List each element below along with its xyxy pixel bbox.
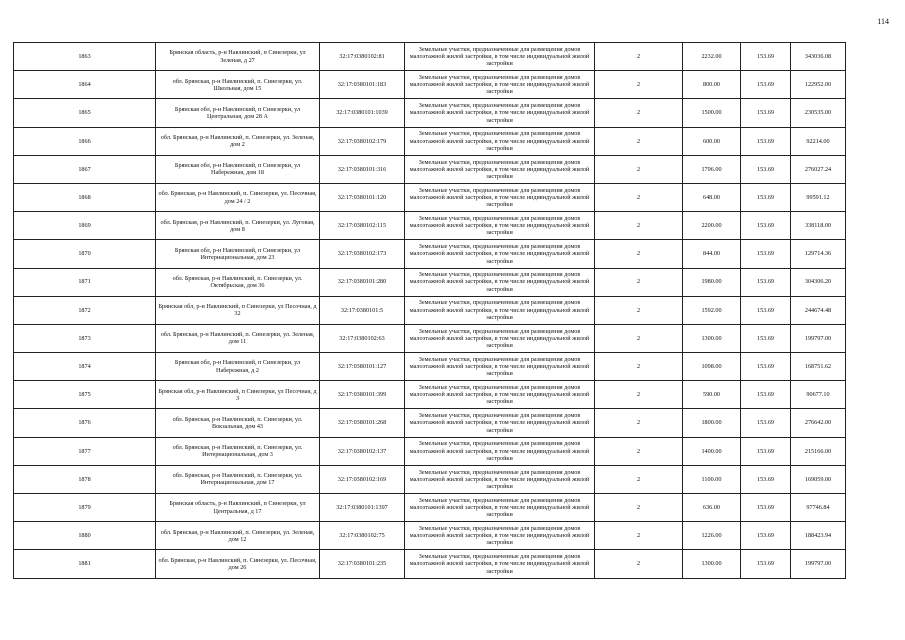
area-cell: 1300.00 xyxy=(683,324,741,352)
land-category-cell: Земельные участки, предназначенные для размещения домов малоэтажной жилой застройки, в том числе индивидуальной жилой застройки xyxy=(405,465,595,493)
rate-cell: 153.69 xyxy=(741,240,791,268)
row-number-cell: 1881 xyxy=(14,550,156,578)
group-cell: 2 xyxy=(595,99,683,127)
cadastral-number-cell: 32:17:0380101:120 xyxy=(320,183,405,211)
cadastral-value-cell: 99591.12 xyxy=(791,183,846,211)
area-cell: 2232.00 xyxy=(683,43,741,71)
table-row xyxy=(14,465,846,493)
land-category-cell: Земельные участки, предназначенные для размещения домов малоэтажной жилой застройки, в том числе индивидуальной жилой застройки xyxy=(405,43,595,71)
cadastral-value-cell: 230535.00 xyxy=(791,99,846,127)
cadastral-value-cell: 244674.48 xyxy=(791,296,846,324)
table-row xyxy=(14,324,846,352)
cadastral-number-cell: 32:17:0380101:399 xyxy=(320,381,405,409)
table-row xyxy=(14,437,846,465)
land-category-cell: Земельные участки, предназначенные для размещения домов малоэтажной жилой застройки, в том числе индивидуальной жилой застройки xyxy=(405,409,595,437)
row-number-cell: 1873 xyxy=(14,324,156,352)
group-cell: 2 xyxy=(595,43,683,71)
group-cell: 2 xyxy=(595,522,683,550)
table-row xyxy=(14,99,846,127)
address-cell: Брянская обл, р-н Навлинский, п Синезерки, ул Набережная, дом 18 xyxy=(156,155,320,183)
group-cell: 2 xyxy=(595,381,683,409)
area-cell: 590.00 xyxy=(683,381,741,409)
land-category-cell: Земельные участки, предназначенные для размещения домов малоэтажной жилой застройки, в том числе индивидуальной жилой застройки xyxy=(405,437,595,465)
group-cell: 2 xyxy=(595,296,683,324)
land-category-cell: Земельные участки, предназначенные для размещения домов малоэтажной жилой застройки, в том числе индивидуальной жилой застройки xyxy=(405,71,595,99)
group-cell: 2 xyxy=(595,212,683,240)
rate-cell: 153.69 xyxy=(741,212,791,240)
group-cell: 2 xyxy=(595,183,683,211)
area-cell: 1592.00 xyxy=(683,296,741,324)
land-category-cell: Земельные участки, предназначенные для размещения домов малоэтажной жилой застройки, в том числе индивидуальной жилой застройки xyxy=(405,494,595,522)
group-cell: 2 xyxy=(595,353,683,381)
cadastral-number-cell: 32:17:0380102:115 xyxy=(320,212,405,240)
table-row xyxy=(14,183,846,211)
cadastral-number-cell: 32:17:0380101:1397 xyxy=(320,494,405,522)
address-cell: Брянская область, р-н Навлинский, п Синезерки, ул Центральная, д 17 xyxy=(156,494,320,522)
table-row xyxy=(14,296,846,324)
address-cell: обл. Брянская, р-н Навлинский, п. Синезерки, ул. Зеленая, дом 12 xyxy=(156,522,320,550)
rate-cell: 153.69 xyxy=(741,494,791,522)
area-cell: 800.00 xyxy=(683,71,741,99)
table-row xyxy=(14,268,846,296)
cadastral-number-cell: 32:17:0380102:169 xyxy=(320,465,405,493)
rate-cell: 153.69 xyxy=(741,522,791,550)
area-cell: 2200.00 xyxy=(683,212,741,240)
cadastral-number-cell: 32:17:0380102:173 xyxy=(320,240,405,268)
rate-cell: 153.69 xyxy=(741,71,791,99)
cadastral-number-cell: 32:17:0380101:127 xyxy=(320,353,405,381)
cadastral-number-cell: 32:17:0380101:280 xyxy=(320,268,405,296)
cadastral-number-cell: 32:17:0380101:5 xyxy=(320,296,405,324)
cadastral-value-cell: 97746.84 xyxy=(791,494,846,522)
cadastral-number-cell: 32:17:0380102:75 xyxy=(320,522,405,550)
land-category-cell: Земельные участки, предназначенные для размещения домов малоэтажной жилой застройки, в том числе индивидуальной жилой застройки xyxy=(405,296,595,324)
land-category-cell: Земельные участки, предназначенные для размещения домов малоэтажной жилой застройки, в том числе индивидуальной жилой застройки xyxy=(405,127,595,155)
row-number-cell: 1879 xyxy=(14,494,156,522)
row-number-cell: 1869 xyxy=(14,212,156,240)
address-cell: обл. Брянская, р-н Навлинский, п. Синезерки, ул. Песочная, дом 24 / 2 xyxy=(156,183,320,211)
rate-cell: 153.69 xyxy=(741,437,791,465)
table-row xyxy=(14,240,846,268)
area-cell: 1300.00 xyxy=(683,550,741,578)
row-number-cell: 1875 xyxy=(14,381,156,409)
cadastral-value-cell: 338118.00 xyxy=(791,212,846,240)
cadastral-value-cell: 90677.10 xyxy=(791,381,846,409)
table-body xyxy=(14,43,846,579)
rate-cell: 153.69 xyxy=(741,353,791,381)
land-category-cell: Земельные участки, предназначенные для размещения домов малоэтажной жилой застройки, в том числе индивидуальной жилой застройки xyxy=(405,212,595,240)
address-cell: обл. Брянская, р-н Навлинский, п. Синезерки, ул. Школьная, дом 15 xyxy=(156,71,320,99)
address-cell: обл. Брянская, р-н Навлинский, п. Синезерки, ул. Зеленая, дом 2 xyxy=(156,127,320,155)
cadastral-number-cell: 32:17:0380102:81 xyxy=(320,43,405,71)
group-cell: 2 xyxy=(595,437,683,465)
table-row xyxy=(14,494,846,522)
rate-cell: 153.69 xyxy=(741,183,791,211)
land-category-cell: Земельные участки, предназначенные для размещения домов малоэтажной жилой застройки, в том числе индивидуальной жилой застройки xyxy=(405,183,595,211)
row-number-cell: 1865 xyxy=(14,99,156,127)
group-cell: 2 xyxy=(595,465,683,493)
cadastral-value-cell: 168751.62 xyxy=(791,353,846,381)
group-cell: 2 xyxy=(595,240,683,268)
area-cell: 1100.00 xyxy=(683,465,741,493)
address-cell: Брянская обл, р-н Навлинский, п Синезерки, ул Центральная, дом 28 А xyxy=(156,99,320,127)
cadastral-number-cell: 32:17:0380102:179 xyxy=(320,127,405,155)
cadastral-value-cell: 122952.00 xyxy=(791,71,846,99)
row-number-cell: 1876 xyxy=(14,409,156,437)
rate-cell: 153.69 xyxy=(741,127,791,155)
page-number: 114 xyxy=(877,17,889,26)
cadastral-number-cell: 32:17:0380101:235 xyxy=(320,550,405,578)
area-cell: 600.00 xyxy=(683,127,741,155)
row-number-cell: 1868 xyxy=(14,183,156,211)
group-cell: 2 xyxy=(595,324,683,352)
area-cell: 1226.00 xyxy=(683,522,741,550)
table-row xyxy=(14,381,846,409)
address-cell: обл. Брянская, р-н Навлинский, п. Синезерки, ул. Интернациональная, дом 3 xyxy=(156,437,320,465)
rate-cell: 153.69 xyxy=(741,550,791,578)
row-number-cell: 1864 xyxy=(14,71,156,99)
cadastral-value-cell: 169059.00 xyxy=(791,465,846,493)
group-cell: 2 xyxy=(595,127,683,155)
address-cell: обл. Брянская, р-н Навлинский, п. Синезерки, ул. Песочная, дом 26 xyxy=(156,550,320,578)
land-category-cell: Земельные участки, предназначенные для размещения домов малоэтажной жилой застройки, в том числе индивидуальной жилой застройки xyxy=(405,155,595,183)
group-cell: 2 xyxy=(595,268,683,296)
cadastral-number-cell: 32:17:0380101:268 xyxy=(320,409,405,437)
land-category-cell: Земельные участки, предназначенные для размещения домов малоэтажной жилой застройки, в том числе индивидуальной жилой застройки xyxy=(405,324,595,352)
cadastral-number-cell: 32:17:0380101:316 xyxy=(320,155,405,183)
rate-cell: 153.69 xyxy=(741,99,791,127)
row-number-cell: 1867 xyxy=(14,155,156,183)
land-category-cell: Земельные участки, предназначенные для размещения домов малоэтажной жилой застройки, в том числе индивидуальной жилой застройки xyxy=(405,268,595,296)
address-cell: Брянская обл, р-н Навлинский, п Синезерки, ул Интернациональная, дом 23 xyxy=(156,240,320,268)
cadastral-number-cell: 32:17:0380102:63 xyxy=(320,324,405,352)
table-row xyxy=(14,127,846,155)
area-cell: 1796.00 xyxy=(683,155,741,183)
table-row xyxy=(14,550,846,578)
row-number-cell: 1871 xyxy=(14,268,156,296)
rate-cell: 153.69 xyxy=(741,381,791,409)
land-category-cell: Земельные участки, предназначенные для размещения домов малоэтажной жилой застройки, в том числе индивидуальной жилой застройки xyxy=(405,381,595,409)
rate-cell: 153.69 xyxy=(741,465,791,493)
land-category-cell: Земельные участки, предназначенные для размещения домов малоэтажной жилой застройки, в том числе индивидуальной жилой застройки xyxy=(405,99,595,127)
rate-cell: 153.69 xyxy=(741,43,791,71)
group-cell: 2 xyxy=(595,550,683,578)
area-cell: 844.00 xyxy=(683,240,741,268)
group-cell: 2 xyxy=(595,71,683,99)
table-row xyxy=(14,353,846,381)
rate-cell: 153.69 xyxy=(741,155,791,183)
table-row xyxy=(14,522,846,550)
table-row xyxy=(14,43,846,71)
area-cell: 1980.00 xyxy=(683,268,741,296)
cadastral-value-cell: 343036.08 xyxy=(791,43,846,71)
group-cell: 2 xyxy=(595,409,683,437)
land-plots-table xyxy=(13,42,846,579)
row-number-cell: 1866 xyxy=(14,127,156,155)
row-number-cell: 1870 xyxy=(14,240,156,268)
table-row xyxy=(14,71,846,99)
table-row xyxy=(14,155,846,183)
area-cell: 636.00 xyxy=(683,494,741,522)
cadastral-value-cell: 92214.00 xyxy=(791,127,846,155)
land-category-cell: Земельные участки, предназначенные для размещения домов малоэтажной жилой застройки, в том числе индивидуальной жилой застройки xyxy=(405,240,595,268)
address-cell: обл. Брянская, р-н Навлинский, п. Синезерки, ул. Интернациональная, дом 17 xyxy=(156,465,320,493)
land-category-cell: Земельные участки, предназначенные для размещения домов малоэтажной жилой застройки, в том числе индивидуальной жилой застройки xyxy=(405,550,595,578)
cadastral-number-cell: 32:17:0380101:183 xyxy=(320,71,405,99)
address-cell: обл. Брянская, р-н Навлинский, п. Синезерки, ул. Октябрьская, дом 36 xyxy=(156,268,320,296)
rate-cell: 153.69 xyxy=(741,324,791,352)
cadastral-number-cell: 32:17:0380101:1039 xyxy=(320,99,405,127)
address-cell: Брянская обл, р-н Навлинский, п Синезерки, ул Песочная, д 32 xyxy=(156,296,320,324)
cadastral-value-cell: 276642.00 xyxy=(791,409,846,437)
address-cell: обл. Брянская, р-н Навлинский, п. Синезерки, ул. Вокзальная, дом 43 xyxy=(156,409,320,437)
cadastral-value-cell: 276027.24 xyxy=(791,155,846,183)
land-category-cell: Земельные участки, предназначенные для размещения домов малоэтажной жилой застройки, в том числе индивидуальной жилой застройки xyxy=(405,522,595,550)
cadastral-number-cell: 32:17:0380102:137 xyxy=(320,437,405,465)
row-number-cell: 1872 xyxy=(14,296,156,324)
cadastral-value-cell: 304306.20 xyxy=(791,268,846,296)
group-cell: 2 xyxy=(595,155,683,183)
address-cell: обл. Брянская, р-н Навлинский, п. Синезерки, ул. Зеленая, дом 11 xyxy=(156,324,320,352)
cadastral-value-cell: 188423.94 xyxy=(791,522,846,550)
address-cell: Брянская область, р-н Навлинский, п Синезерки, ул Зеленая, д 27 xyxy=(156,43,320,71)
area-cell: 1500.00 xyxy=(683,99,741,127)
cadastral-value-cell: 199797.00 xyxy=(791,550,846,578)
rate-cell: 153.69 xyxy=(741,296,791,324)
cadastral-value-cell: 199797.00 xyxy=(791,324,846,352)
address-cell: Брянская обл, р-н Навлинский, п Синезерки, ул Песочная, д 3 xyxy=(156,381,320,409)
row-number-cell: 1878 xyxy=(14,465,156,493)
area-cell: 1400.00 xyxy=(683,437,741,465)
row-number-cell: 1874 xyxy=(14,353,156,381)
area-cell: 1098.00 xyxy=(683,353,741,381)
rate-cell: 153.69 xyxy=(741,268,791,296)
land-category-cell: Земельные участки, предназначенные для размещения домов малоэтажной жилой застройки, в том числе индивидуальной жилой застройки xyxy=(405,353,595,381)
area-cell: 1800.00 xyxy=(683,409,741,437)
table-row xyxy=(14,409,846,437)
area-cell: 648.00 xyxy=(683,183,741,211)
table-row xyxy=(14,212,846,240)
row-number-cell: 1863 xyxy=(14,43,156,71)
row-number-cell: 1877 xyxy=(14,437,156,465)
address-cell: обл. Брянская, р-н Навлинский, п. Синезерки, ул. Луговая, дом 8 xyxy=(156,212,320,240)
cadastral-value-cell: 129714.36 xyxy=(791,240,846,268)
rate-cell: 153.69 xyxy=(741,409,791,437)
cadastral-value-cell: 215166.00 xyxy=(791,437,846,465)
address-cell: Брянская обл, р-н Навлинский, п Синезерки, ул Набережная, д 2 xyxy=(156,353,320,381)
group-cell: 2 xyxy=(595,494,683,522)
row-number-cell: 1880 xyxy=(14,522,156,550)
